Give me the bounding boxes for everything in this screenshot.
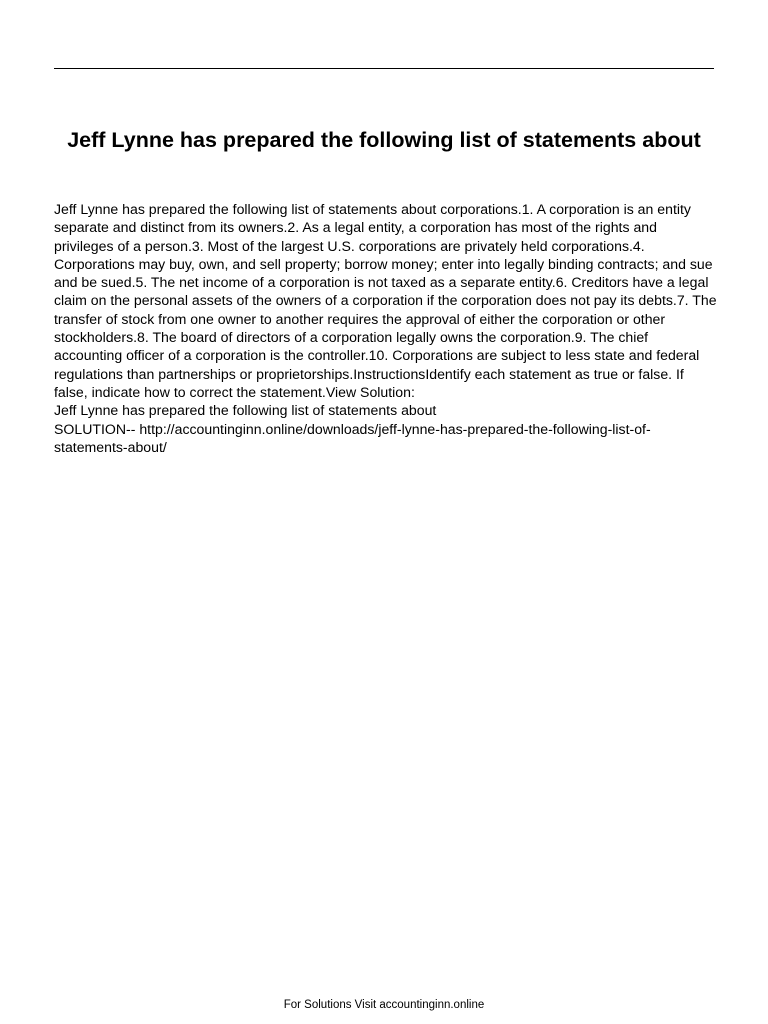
- solution-link[interactable]: SOLUTION-- http://accountinginn.online/downloads/jeff-lynne-has-prepared-the-following-list-of-statements-about/: [54, 420, 651, 455]
- body-paragraph: Jeff Lynne has prepared the following list of statements about corporations.1. A corporation is an entity separate and distinct from its owners.2. As a legal entity, a corporation has most of the rights and privileges of a person.3. Most of the largest U.S. corporations are privately held corporations.4. Corporations may buy, own, and sell property; borrow money; enter into legally binding contracts; and sue and be sued.5. The net income of a corporation is not taxed as a separate entity.6. Creditors have a legal claim on the personal assets of the owners of a corporation if the corporation does not pay its debts.7. The transfer of stock from one owner to another requires the approval of either the corporation or other stockholders.8. The board of directors of a corporation legally owns the corporation.9. The chief accounting officer of a corporation is the controller.10. Corporations are subject to less state and federal regulations than partnerships or proprietorships.InstructionsIdentify each statement as true or false. If false, indicate how to correct the statement.View Solution:: [54, 201, 717, 400]
- repeat-title-line: Jeff Lynne has prepared the following list of statements about: [54, 402, 437, 419]
- page-title: Jeff Lynne has prepared the following list of statements about: [67, 128, 701, 152]
- document-body: [54, 200, 718, 456]
- footer-text: For Solutions Visit accountinginn.online: [283, 999, 485, 1011]
- top-divider: [54, 68, 714, 69]
